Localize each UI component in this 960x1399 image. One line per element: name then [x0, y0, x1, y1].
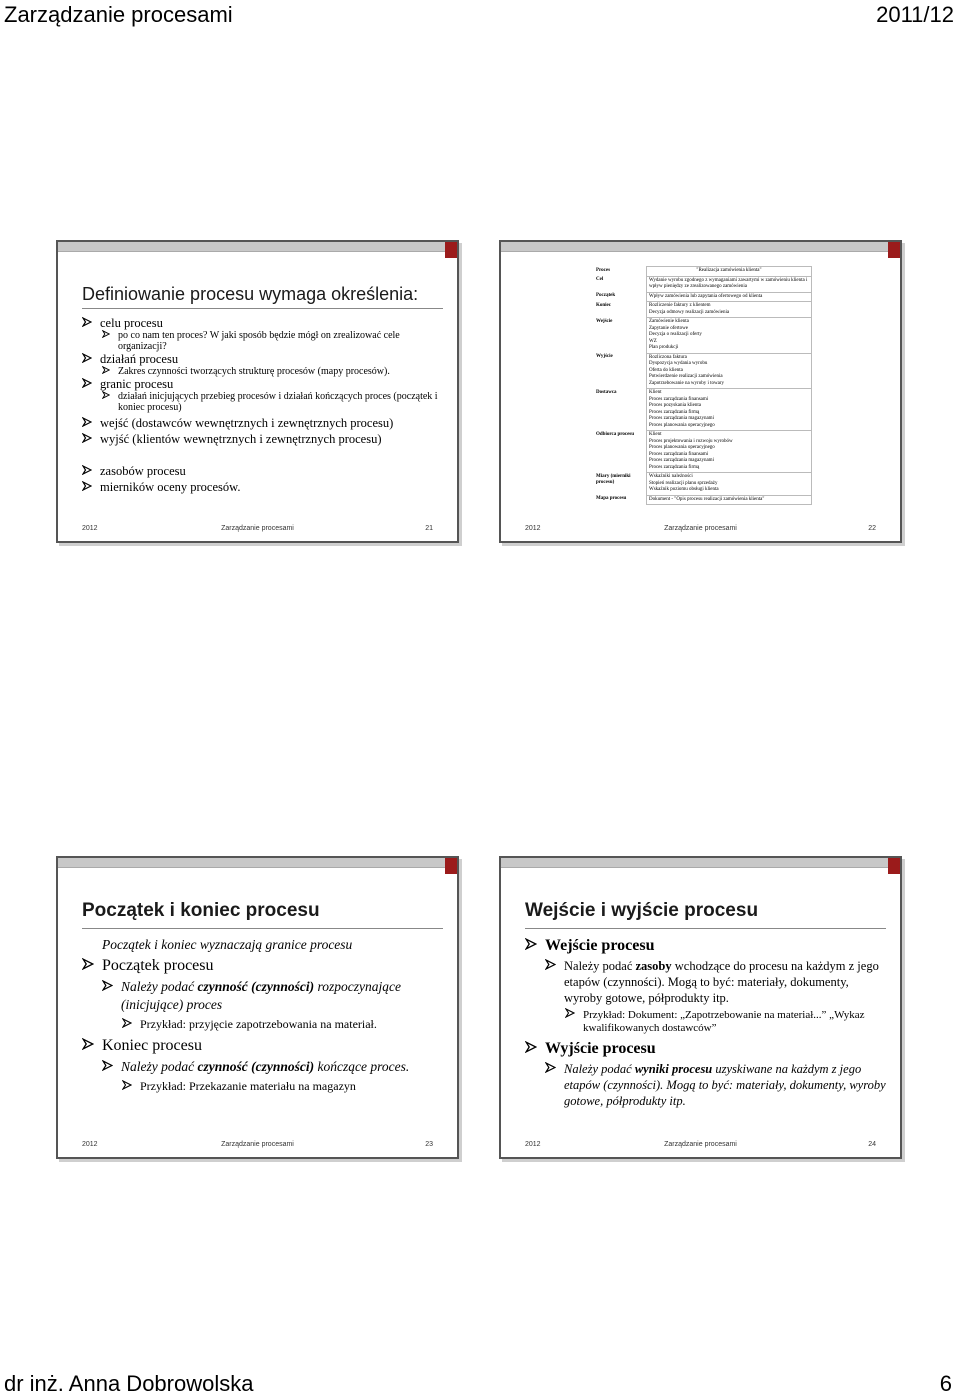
table-value-line: Proces zarządzania magazynami [649, 416, 714, 421]
list-item: Należy podać czynność (czynności) rozpoczynające (inicjujące) proces [102, 978, 443, 1014]
table-value-line: Wskaźniki należności [649, 474, 693, 479]
arrow-bullet-icon [82, 316, 92, 330]
table-value-line: Oferta do klienta [649, 367, 683, 373]
arrow-bullet-icon [82, 416, 92, 430]
table-row [594, 431, 812, 473]
arrow-bullet-icon [102, 978, 113, 996]
table-row [594, 495, 812, 505]
table-key-cell: Koniec [596, 302, 611, 308]
table-value-line: "Realizacja zamówienia klienta" [696, 268, 762, 273]
arrow-bullet-icon [102, 391, 110, 402]
slide-title: Definiowanie procesu wymaga określenia: [82, 284, 419, 304]
arrow-bullet-icon [82, 377, 92, 391]
table-value-line: Rozliczenie faktury z klientem [649, 303, 711, 308]
page-footer-author: dr inż. Anna Dobrowolska [4, 1371, 254, 1396]
list-item: Przykład: przyjęcie zapotrzebowania na materiał. [122, 1016, 443, 1032]
slide-footer-title: Zarządzanie procesami [221, 1141, 294, 1148]
page-header-year: 2011/12 [876, 2, 954, 27]
table-key-cell: Cel [596, 277, 604, 282]
table-value-line: Plan produkcji [649, 345, 679, 350]
page-number: 6 [939, 1371, 952, 1396]
table-key-cell: Początek [596, 293, 616, 298]
slide-number: 24 [868, 1141, 876, 1148]
arrow-bullet-icon [565, 1008, 575, 1022]
table-value-line: Proces pozyskania klienta [649, 403, 701, 408]
output-heading: Wyjście procesu [545, 1040, 656, 1057]
slide-footer-year: 2012 [82, 1141, 98, 1148]
table-value-line: Decyzja o realizacji oferty [649, 332, 702, 337]
table-row [594, 267, 812, 277]
slide-top-bar [58, 858, 457, 868]
list-item: po co nam ten proces? W jaki sposób będzie mógł on zrealizować cele organizacji? [102, 330, 443, 352]
table-row [594, 292, 812, 302]
slide-21-list [82, 316, 443, 494]
table-value-line: Rozliczona faktura [649, 354, 687, 360]
table-value-cell [647, 318, 812, 354]
table-key-cell: Odbiorca procesu [596, 431, 635, 437]
slide-title: Początek i koniec procesu [82, 900, 320, 921]
slide-24-content [525, 936, 886, 1109]
slide-number: 21 [425, 525, 433, 532]
list-item: Należy podać wyniki procesu uzyskiwane na każdym z jego etapów (czynności). Mogą to być: materiały, dokumenty, wyroby gotowe, półprodukty itp. [545, 1061, 886, 1109]
list-item [82, 956, 443, 976]
arrow-bullet-icon [82, 432, 92, 446]
list-item: granic procesu [82, 377, 443, 391]
table-value-line: Klient [649, 432, 662, 437]
table-value-line: Dyspozycja wydania wyrobu [649, 361, 708, 366]
table-key-cell: Miary (mierniki procesu) [596, 473, 631, 485]
table-row [594, 353, 812, 389]
table-value-cell [647, 389, 812, 431]
table-row [594, 473, 812, 496]
table-row [594, 389, 812, 431]
input-heading: Wejście procesu [545, 937, 655, 954]
list-item: Przykład: Dokument: „Zapotrzebowanie na materiał...” „Wykaz kwalifikowanych dostawców” [565, 1008, 886, 1035]
table-value-line: Dokument - "Opis procesu realizacji zamówienia klienta" [649, 496, 765, 502]
table-value-line: Zapotrzebowanie na wyroby i towary [649, 380, 724, 386]
table-value-line: Decyzja odmowy realizacji zamówienia [649, 309, 730, 315]
table-row [594, 302, 812, 318]
arrow-bullet-icon [545, 1061, 556, 1077]
title-rule [82, 928, 443, 929]
slide-top-bar [501, 858, 900, 868]
table-value-line: Proces planowania operacyjnego [649, 445, 715, 450]
slide-title: Wejście i wyjście procesu [525, 900, 759, 921]
slide-top-bar [501, 242, 900, 252]
list-item: Zakres czynności tworzących strukturę procesów (mapy procesów). [102, 366, 443, 377]
table-key-cell: Mapa procesu [596, 496, 627, 501]
slide-23 [56, 856, 459, 1159]
slide-23-content [82, 936, 443, 1094]
process-description-table [594, 266, 812, 505]
arrow-bullet-icon [82, 1036, 94, 1056]
title-rule [82, 308, 443, 309]
table-value-cell [647, 292, 812, 302]
table-value-cell [647, 353, 812, 389]
list-item: zasobów procesu [82, 464, 443, 478]
arrow-bullet-icon [82, 956, 94, 976]
list-item: wyjść (klientów wewnętrznych i zewnętrznych procesu) [82, 432, 443, 446]
table-row [594, 276, 812, 292]
start-heading: Początek procesu [102, 957, 214, 974]
table-key-cell: Wyjście [596, 354, 613, 359]
page-header-title: Zarządzanie procesami [4, 2, 233, 27]
table-value-cell [647, 473, 812, 496]
arrow-bullet-icon [82, 464, 92, 478]
slide-top-bar [58, 242, 457, 252]
table-key-cell: Dostawca [596, 389, 617, 395]
slide-footer-year: 2012 [82, 525, 98, 532]
table-value-cell [647, 495, 812, 505]
arrow-bullet-icon [102, 330, 110, 341]
table-row [594, 318, 812, 354]
table-value-line: Proces zarządzania magazynami [649, 458, 714, 463]
arrow-bullet-icon [102, 366, 110, 377]
table-value-cell [647, 276, 812, 292]
arrow-bullet-icon [82, 352, 92, 366]
arrow-bullet-icon [122, 1078, 132, 1094]
arrow-bullet-icon [122, 1016, 132, 1032]
slide-footer-title: Zarządzanie procesami [664, 525, 737, 532]
list-item: mierników oceny procesów. [82, 480, 443, 494]
table-value-cell [647, 267, 812, 277]
arrow-bullet-icon [525, 936, 537, 956]
table-value-line: Proces zarządzania finansami [649, 396, 709, 402]
list-item: wejść (dostawców wewnętrznych i zewnętrznych procesu) [82, 416, 443, 430]
table-value-line: Wydanie wyrobu zgodnego z wymaganiami zawartymi w zamówieniu klienta i wpływ pieniędzy ze zrealizowanego zamówienia [649, 277, 808, 289]
end-heading: Koniec procesu [102, 1037, 202, 1054]
list-item: Należy podać czynność (czynności) kończące proces. [102, 1058, 443, 1076]
list-item [525, 1039, 886, 1059]
table-value-line: Potwierdzenie realizacji zamówienia [649, 374, 723, 379]
table-key-cell: Wejście [596, 318, 613, 324]
intro-text: Początek i koniec wyznaczają granice procesu [102, 937, 353, 952]
arrow-bullet-icon [82, 480, 92, 494]
arrow-bullet-icon [102, 1058, 113, 1076]
table-value-cell [647, 302, 812, 318]
slide-footer-year: 2012 [525, 525, 541, 532]
table-value-line: Proces zarządzania firmą [649, 409, 700, 415]
table-value-line: Zapytanie ofertowe [649, 325, 689, 331]
slide-22 [499, 240, 902, 543]
list-item: Przykład: Przekazanie materiału na magazyn [122, 1078, 443, 1094]
list-item: działań procesu [82, 352, 443, 366]
arrow-bullet-icon [545, 958, 556, 974]
list-item [82, 1036, 443, 1056]
table-key-cell: Proces [596, 267, 611, 273]
slide-24 [499, 856, 902, 1159]
table-value-cell [647, 431, 812, 473]
list-item: działań inicjujących przebieg procesów i działań kończących proces (początek i koniec procesu) [102, 391, 443, 413]
table-value-line: Proces zarządzania finansami [649, 451, 709, 457]
slide-footer-title: Zarządzanie procesami [664, 1141, 737, 1148]
table-value-line: Proces projektowania i rozwoju wyrobów [649, 438, 733, 444]
table-value-line: Wpływ zamówienia lub zapytania ofertowego od klienta [649, 293, 763, 299]
table-value-line: Proces zarządzania firmą [649, 464, 700, 470]
table-value-line: Zamówienie klienta [649, 319, 689, 324]
table-value-line: Klient [649, 390, 662, 395]
slide-footer-title: Zarządzanie procesami [221, 525, 294, 532]
list-item: celu procesu [82, 316, 443, 330]
slide-number: 23 [425, 1141, 433, 1148]
slide-21 [56, 240, 459, 543]
title-rule [525, 928, 886, 929]
table-value-line: Stopień realizacji planu sprzedaży [649, 480, 718, 486]
table-value-line: WZ [649, 338, 657, 344]
slide-footer-year: 2012 [525, 1141, 541, 1148]
list-item [525, 936, 886, 956]
list-item: Należy podać zasoby wchodzące do procesu na każdym z jego etapów (czynności). Mogą to być: materiały, dokumenty, wyroby gotowe, półprodukty itp. [545, 958, 886, 1006]
table-value-line: Proces planowania operacyjnego [649, 422, 715, 428]
slide-number: 22 [868, 525, 876, 532]
arrow-bullet-icon [525, 1039, 537, 1059]
table-value-line: Wskaźnik poziomu obsługi klienta [649, 487, 719, 492]
